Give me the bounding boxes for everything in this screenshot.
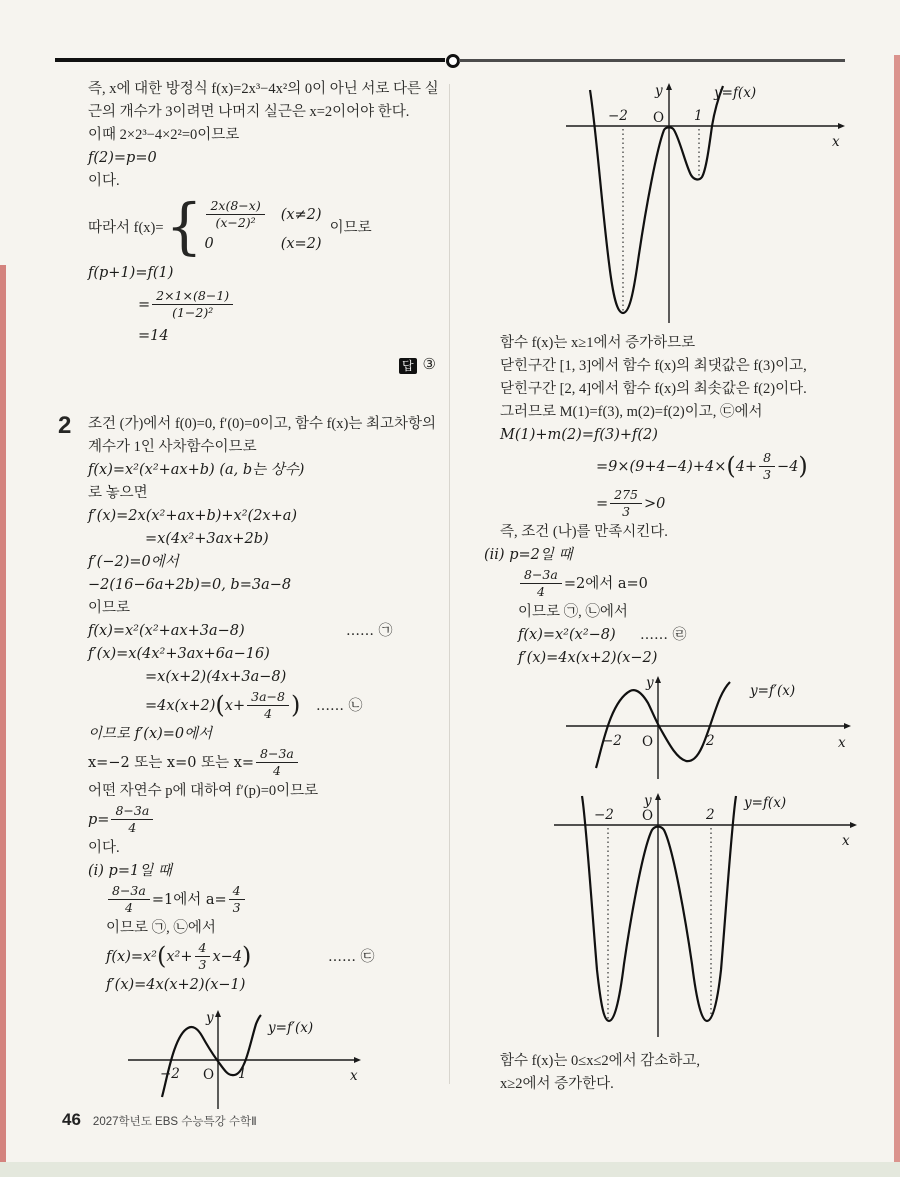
- right-paren: ): [798, 451, 808, 480]
- page-number: 46: [62, 1110, 81, 1129]
- case-ii-header: (ii) p=2일 때: [484, 547, 573, 563]
- answer-line: [88, 354, 450, 377]
- y-axis-arrow: [655, 676, 661, 683]
- tick-minus2: −2: [608, 108, 628, 124]
- equation-line: 이므로 f′(x)=0에서: [88, 726, 213, 742]
- graph-f-p2-canvas: [546, 790, 866, 1040]
- graph-f-p2: [546, 790, 866, 1040]
- origin-label: O: [203, 1067, 215, 1083]
- equation-fraction-line: f(x)=x² ( x²+ $\frac{4}{3}$ x−4 ) …… ㉢: [106, 939, 375, 972]
- equation-line: f′(x)=4x(x+2)(x−2): [518, 650, 658, 666]
- page-footer: [62, 1110, 257, 1130]
- equation-line: f(p+1)=f(1): [88, 265, 174, 281]
- text-line: 닫힌구간 [2, 4]에서 함수 f(x)의 최솟값은 f(2)이다.: [500, 381, 807, 397]
- text-line: 닫힌구간 [1, 3]에서 함수 f(x)의 최댓값은 f(3)이고,: [500, 358, 807, 374]
- equation-line: f(x)=x²(x²+ax+b) (a, b는 상수): [88, 462, 305, 478]
- header-rule-ring: [446, 54, 460, 68]
- answer-choice: ③: [422, 357, 436, 373]
- equation-fraction-line: $\frac{8-3a}{4}$ =1에서 a= $\frac{4}{3}$: [88, 883, 450, 917]
- fraction: $\frac{8-3a}{4}$: [111, 804, 153, 835]
- equation-fraction-line: = $\frac{275}{3}$ >0: [596, 486, 666, 519]
- piecewise-definition: [88, 189, 450, 262]
- equation-fraction-line: =9×(9+4−4)+4× ( 4+ $\frac{8}{3}$ −4 ): [596, 449, 808, 482]
- y-axis-label: y: [644, 793, 652, 809]
- y-axis-arrow: [666, 83, 672, 90]
- y-axis-arrow: [215, 1010, 221, 1017]
- equation-line: f′(x)=x(4x²+3ax+6a−16): [88, 646, 270, 662]
- origin-label: O: [653, 110, 665, 126]
- scan-edge-left: [0, 265, 6, 1177]
- case2-value: 0: [204, 236, 214, 252]
- curve-label: y=f′(x): [268, 1020, 314, 1036]
- left-paren: (: [726, 451, 736, 480]
- equation-line: f(x)=x²(x²+ax+3a−8) …… ㉠: [88, 620, 450, 643]
- left-column: [58, 78, 450, 1114]
- tick-1: 1: [238, 1066, 247, 1082]
- equation-line: f′(−2)=0에서: [88, 554, 179, 570]
- x-axis-arrow: [844, 723, 851, 729]
- paragraph: 조건 (가)에서 f(0)=0, f′(0)=0이고, 함수 f(x)는 최고차항의 계수가 1인 사차함수이므로: [88, 416, 436, 455]
- fraction: $\frac{8-3a}{4}$: [108, 884, 150, 915]
- equation-line: f(x)=x²(x²−8) …… ㉣: [500, 624, 880, 647]
- piecewise-prefix: 따라서 f(x)=: [88, 219, 164, 236]
- tick-2: 2: [706, 807, 715, 823]
- equation-fraction-line: x=−2 또는 x=0 또는 x= $\frac{8-3a}{4}$: [88, 746, 450, 780]
- fraction: $\frac{275}{3}$: [610, 488, 642, 519]
- text-line: 이다.: [88, 173, 120, 189]
- text-line: 이때 2×2³−4×2²=0이므로: [88, 127, 240, 143]
- text-line: 이므로: [88, 600, 131, 616]
- fraction: $\frac{8-3a}{4}$: [256, 747, 298, 778]
- equation-line: f′(x)=4x(x+2)(x−1): [106, 977, 246, 993]
- x-axis-label: x: [832, 134, 840, 150]
- fraction: $\frac{4}{3}$: [195, 941, 211, 972]
- left-paren: (: [157, 941, 167, 970]
- text-line: 이므로 ㉠, ㉡에서: [518, 604, 628, 620]
- graph-f-p1-canvas: [554, 78, 854, 326]
- right-column-conclusion: [468, 1050, 880, 1096]
- equation-fraction-line: = $\frac{2\times 1\times(8-1)}{\text{(1−2)²}}$: [88, 285, 450, 325]
- curve-label: y=f(x): [714, 85, 757, 101]
- y-axis-label: y: [655, 83, 663, 99]
- fraction: $\frac{2\times 1\times(8-1)}{\text{(1−2)²}}$: [152, 289, 233, 320]
- y-axis-arrow: [655, 793, 661, 800]
- case2-condition: (x=2): [280, 236, 322, 252]
- equation-fraction-line: $\frac{8-3a}{4}$ =2에서 a=0: [500, 567, 880, 601]
- x-axis-arrow: [838, 123, 845, 129]
- problem-2: [58, 413, 450, 997]
- cubic-curve: [596, 682, 730, 768]
- origin-label: O: [642, 808, 654, 824]
- text-line: x≥2에서 증가한다.: [500, 1076, 614, 1092]
- graph-f-prime-p1: [120, 1009, 370, 1114]
- text-line: 함수 f(x)는 0≤x≤2에서 감소하고,: [500, 1053, 700, 1069]
- quartic-curve: [582, 796, 736, 1021]
- reference-mark: …… ㉢: [328, 948, 375, 965]
- text-line: 어떤 자연수 p에 대하여 f′(p)=0이므로: [88, 783, 319, 799]
- equation-line: f(2)=p=0: [88, 150, 157, 166]
- fraction: $\frac{4}{3}$: [229, 884, 245, 915]
- right-column: [468, 78, 880, 1096]
- origin-label: O: [642, 734, 654, 750]
- y-axis-label: y: [206, 1010, 214, 1026]
- piecewise-suffix: 이므로: [329, 219, 372, 236]
- answer-badge: 답: [399, 358, 417, 374]
- equation-line: =x(4x²+3ax+2b): [145, 531, 269, 547]
- equation-line: f′(x)=2x(x²+ax+b)+x²(2x+a): [88, 508, 298, 524]
- graph-f-prime-p2: [558, 674, 858, 784]
- problem-2-body: [88, 413, 450, 997]
- left-brace: {: [165, 189, 203, 262]
- problem-number: 2: [58, 412, 72, 439]
- reference-mark: …… ㉠: [346, 623, 393, 639]
- fraction: $\frac{2x(8-x)}{\text{(x−2)²}}$: [206, 199, 264, 230]
- equation-line: M(1)+m(2)=f(3)+f(2): [500, 427, 658, 443]
- text-line: 이므로 ㉠, ㉡에서: [106, 920, 216, 936]
- scan-edge-bottom: [0, 1162, 900, 1177]
- fraction: $\frac{3a-8}{4}$: [247, 690, 289, 721]
- solution-1-end: [58, 78, 450, 377]
- book-title: 2027학년도 EBS 수능특강 수학Ⅱ: [92, 1116, 257, 1128]
- fraction: $\frac{8-3a}{4}$: [520, 568, 562, 599]
- reference-mark: …… ㉣: [640, 627, 687, 643]
- equation-fraction-line: =4x(x+2) ( x+ $\frac{3a-8}{4}$ ) …… ㉡: [145, 688, 363, 721]
- tick-minus2: −2: [160, 1066, 180, 1082]
- equation-line: =14: [138, 328, 169, 344]
- left-paren: (: [215, 690, 225, 719]
- tick-minus2: −2: [602, 733, 622, 749]
- x-axis-label: x: [842, 833, 850, 849]
- right-column-text: [468, 332, 880, 670]
- x-axis-label: x: [350, 1068, 358, 1084]
- graph-f-p1: [554, 78, 854, 326]
- curve-label: y=f′(x): [750, 683, 796, 699]
- header-rule-right: [459, 59, 845, 62]
- tick-2: 2: [706, 733, 715, 749]
- y-axis-label: y: [646, 675, 654, 691]
- case-i-header: (i) p=1일 때: [88, 863, 172, 879]
- equation-line: −2(16−6a+2b)=0, b=3a−8: [88, 577, 292, 593]
- paragraph: 즉, x에 대한 방정식 f(x)=2x³−4x²의 0이 아닌 서로 다른 실근의 개수가 3이려면 나머지 실근은 x=2이어야 한다.: [88, 81, 439, 120]
- text-line: 이다.: [88, 840, 120, 856]
- text-line: 로 놓으면: [88, 485, 148, 501]
- right-paren: ): [290, 690, 301, 719]
- text-line: 즉, 조건 (나)를 만족시킨다.: [500, 524, 668, 540]
- text-line: 함수 f(x)는 x≥1에서 증가하므로: [500, 335, 696, 351]
- scan-edge-right: [894, 55, 900, 1177]
- case1-condition: (x≠2): [280, 207, 322, 223]
- header-rule-left: [55, 58, 445, 62]
- tick-1: 1: [694, 108, 703, 124]
- text-line: 그러므로 M(1)=f(3), m(2)=f(2)이고, ㉢에서: [500, 404, 763, 420]
- graph-f-prime-p1-canvas: [120, 1009, 370, 1114]
- curve-label: y=f(x): [744, 795, 787, 811]
- tick-minus2: −2: [594, 807, 614, 823]
- reference-mark: …… ㉡: [316, 697, 363, 714]
- x-axis-arrow: [354, 1057, 361, 1063]
- fraction: $\frac{8}{3}$: [759, 451, 775, 482]
- graph-f-prime-p2-canvas: [558, 674, 858, 784]
- x-axis-arrow: [850, 822, 857, 828]
- x-axis-label: x: [838, 735, 846, 751]
- equation-fraction-line: p= $\frac{8-3a}{4}$: [88, 803, 450, 837]
- right-paren: ): [242, 941, 252, 970]
- equation-line: =x(x+2)(4x+3a−8): [145, 669, 287, 685]
- piecewise-cases: [204, 200, 321, 256]
